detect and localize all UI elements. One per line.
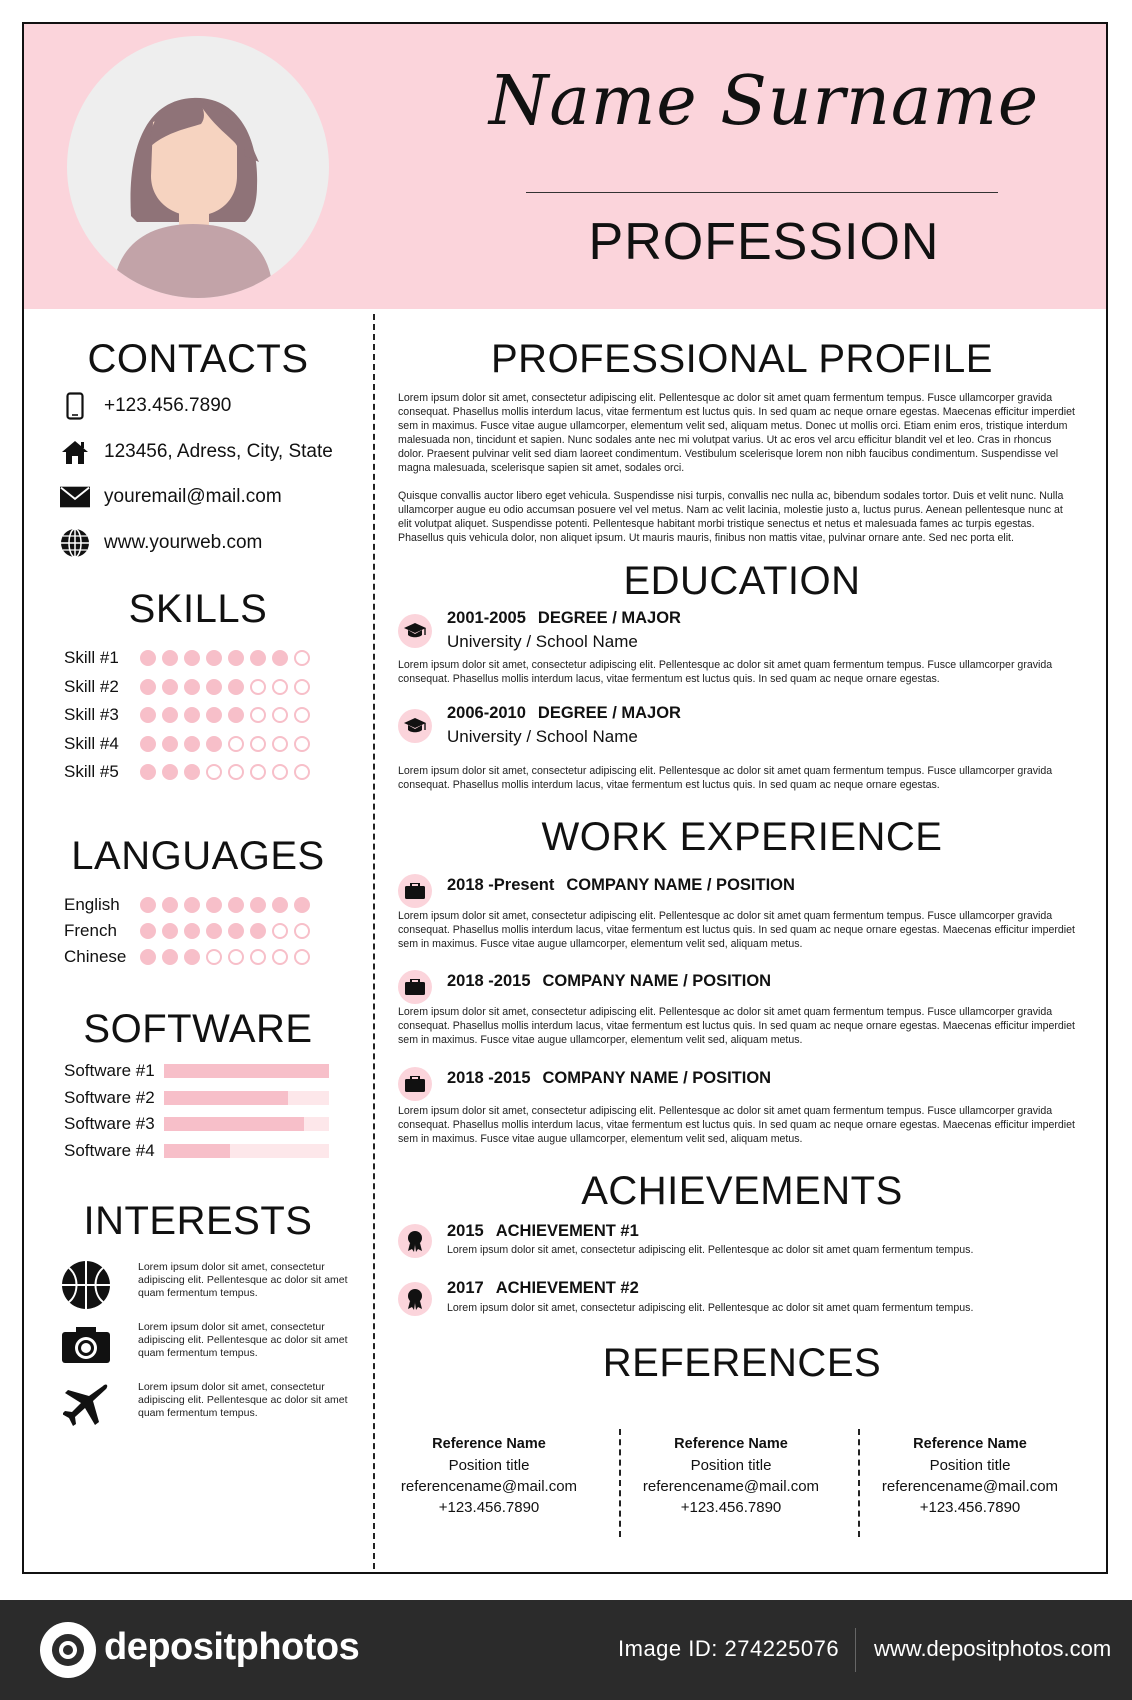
rating-dot-filled <box>140 736 156 752</box>
briefcase-icon <box>398 970 432 1004</box>
achievement-year: 2015 <box>447 1222 484 1240</box>
reference-email[interactable]: referencename@mail.com <box>400 1478 578 1495</box>
rating-dot-filled <box>272 897 288 913</box>
rating-dot-filled <box>162 897 178 913</box>
graduation-cap-icon <box>398 614 432 648</box>
software-row <box>64 1114 329 1134</box>
rating-dot-filled <box>140 764 156 780</box>
rating-dot-filled <box>294 897 310 913</box>
full-name: Name Surname <box>488 62 1040 141</box>
depositphotos-logo-text: depositphotos <box>104 1626 360 1668</box>
interest-item <box>60 1319 348 1371</box>
rating-dot-filled <box>140 923 156 939</box>
name-divider <box>526 192 998 193</box>
camera-icon <box>60 1319 112 1371</box>
work-text: Lorem ipsum dolor sit amet, consectetur adipiscing elit. Pellentesque ac dolor sit amet quam fermentum tempus. Fusce ullamcorper gravida consequat. Phasellus mollis interdum lacus, vitae fermentum est luctus quis. In sed quam ac neque ornare egestas. Maecenas efficitur imperdiet sem in maximus. Fusce vitae augue ullamcorper, elementum velit sed, aliquam metus. <box>398 1006 1075 1046</box>
watermark-footer <box>0 1600 1132 1700</box>
language-label: Chinese <box>64 947 127 966</box>
contact-web <box>60 528 262 558</box>
rating-dot-empty <box>272 923 288 939</box>
reference-email[interactable]: referencename@mail.com <box>642 1478 820 1495</box>
contact-address <box>60 437 333 467</box>
skill-row <box>64 762 310 782</box>
rating-dot-empty <box>250 764 266 780</box>
achievement-text: Lorem ipsum dolor sit amet, consectetur adipiscing elit. Pellentesque ac dolor sit amet quam fermentum tempus. <box>447 1302 974 1314</box>
language-row <box>64 895 310 915</box>
software-label: Software #2 <box>64 1087 155 1107</box>
interest-text: Lorem ipsum dolor sit amet, consectetur adipiscing elit. Pellentesque ac dolor sit amet quam fermentum tempus. <box>138 1381 348 1419</box>
work-years: 2018 -2015 <box>447 972 531 990</box>
work-years: 2018 -Present <box>447 876 555 894</box>
language-rating <box>140 897 310 913</box>
work-years: 2018 -2015 <box>447 1069 531 1087</box>
software-row <box>64 1061 329 1081</box>
reference-card <box>860 1434 1080 1518</box>
education-text: Lorem ipsum dolor sit amet, consectetur adipiscing elit. Pellentesque ac dolor sit amet quam fermentum tempus. Fusce ullamcorper gravida consequat. Phasellus mollis interdum lacus, vitae fermentum est luctus quis. In sed quam ac neque ornare egestas. <box>398 765 1053 791</box>
education-school: University / School Name <box>447 727 638 746</box>
reference-position: Position title <box>929 1457 1011 1474</box>
rating-dot-filled <box>228 897 244 913</box>
contact-email <box>60 482 282 512</box>
interest-text: Lorem ipsum dolor sit amet, consectetur adipiscing elit. Pellentesque ac dolor sit amet quam fermentum tempus. <box>138 1321 348 1359</box>
rating-dot-filled <box>140 679 156 695</box>
skill-label: Skill #5 <box>64 762 119 781</box>
rating-dot-empty <box>294 764 310 780</box>
reference-email[interactable]: referencename@mail.com <box>881 1478 1059 1495</box>
education-degree: DEGREE / MAJOR <box>537 609 681 627</box>
interest-item <box>60 1379 348 1431</box>
rating-dot-filled <box>162 923 178 939</box>
phone-icon <box>60 391 90 421</box>
achievement-name: ACHIEVEMENT #2 <box>495 1279 639 1297</box>
education-years: 2006-2010 <box>447 704 526 722</box>
rating-dot-filled <box>184 923 200 939</box>
education-years: 2001-2005 <box>447 609 526 627</box>
rating-dot-filled <box>206 897 222 913</box>
software-heading: SOFTWARE <box>83 1007 313 1051</box>
achievements-heading: ACHIEVEMENTS <box>581 1169 903 1213</box>
rating-dot-empty <box>272 949 288 965</box>
skill-label: Skill #4 <box>64 733 119 753</box>
software-bar <box>164 1064 329 1078</box>
image-id: Image ID: 274225076 <box>618 1636 840 1661</box>
skill-row <box>64 734 310 754</box>
skill-rating <box>140 679 310 695</box>
rating-dot-filled <box>162 949 178 965</box>
resume-page <box>22 22 1108 1574</box>
languages-heading: LANGUAGES <box>71 834 325 878</box>
award-icon <box>398 1224 432 1258</box>
site-link[interactable]: www.depositphotos.com <box>874 1636 1112 1661</box>
reference-position: Position title <box>690 1457 772 1474</box>
education-heading-row <box>447 609 681 628</box>
rating-dot-filled <box>206 707 222 723</box>
software-bar-fill <box>164 1117 304 1131</box>
column-divider <box>373 314 375 1569</box>
basketball-icon <box>60 1259 112 1311</box>
skill-rating <box>140 736 310 752</box>
education-degree: DEGREE / MAJOR <box>537 704 681 722</box>
resume-header <box>24 24 1106 309</box>
avatar-woman-icon <box>67 36 329 298</box>
achievement-heading-row <box>447 1222 639 1241</box>
education-heading-row <box>447 704 681 723</box>
reference-phone: +123.456.7890 <box>680 1499 782 1516</box>
education-school: University / School Name <box>447 632 638 651</box>
profession-title: PROFESSION <box>588 213 940 271</box>
rating-dot-filled <box>228 707 244 723</box>
rating-dot-empty <box>294 949 310 965</box>
rating-dot-empty <box>294 707 310 723</box>
software-label: Software #3 <box>64 1114 155 1133</box>
briefcase-icon <box>398 1067 432 1101</box>
rating-dot-filled <box>184 897 200 913</box>
rating-dot-empty <box>250 949 266 965</box>
work-heading-row <box>447 1069 771 1088</box>
language-rating <box>140 923 310 939</box>
interests-heading: INTERESTS <box>83 1199 313 1243</box>
rating-dot-empty <box>294 679 310 695</box>
work-text: Lorem ipsum dolor sit amet, consectetur adipiscing elit. Pellentesque ac dolor sit amet quam fermentum tempus. Fusce ullamcorper gravida consequat. Phasellus mollis interdum lacus, vitae fermentum est luctus quis. In sed quam ac neque ornare egestas. Maecenas efficitur imperdiet sem in maximus. Fusce vitae augue ullamcorper, elementum velit sed, aliquam metus. <box>398 1105 1075 1145</box>
reference-phone: +123.456.7890 <box>919 1499 1021 1516</box>
reference-name: Reference Name <box>913 1436 1027 1452</box>
rating-dot-filled <box>162 650 178 666</box>
interest-item <box>60 1259 348 1311</box>
rating-dot-filled <box>184 764 200 780</box>
reference-name: Reference Name <box>432 1436 546 1452</box>
work-heading: WORK EXPERIENCE <box>541 815 943 859</box>
work-position: COMPANY NAME / POSITION <box>566 876 795 894</box>
rating-dot-filled <box>184 650 200 666</box>
rating-dot-filled <box>206 679 222 695</box>
rating-dot-empty <box>206 764 222 780</box>
rating-dot-filled <box>140 707 156 723</box>
education-heading: EDUCATION <box>623 559 861 603</box>
profile-heading: PROFESSIONAL PROFILE <box>491 337 993 381</box>
rating-dot-filled <box>162 707 178 723</box>
language-label: French <box>64 921 117 940</box>
reference-name: Reference Name <box>674 1436 788 1452</box>
education-text: Lorem ipsum dolor sit amet, consectetur adipiscing elit. Pellentesque ac dolor sit amet quam fermentum tempus. Fusce ullamcorper gravida consequat. Phasellus mollis interdum lacus, vitae fermentum est luctus quis. In sed quam ac neque ornare egestas. <box>398 659 1053 685</box>
skill-row <box>64 648 310 668</box>
software-row <box>64 1141 329 1161</box>
skill-label: Skill #3 <box>64 705 119 724</box>
airplane-icon <box>60 1379 112 1431</box>
address-text: 123456, Adress, City, State <box>104 441 333 462</box>
rating-dot-filled <box>162 679 178 695</box>
skill-rating <box>140 650 310 666</box>
work-text: Lorem ipsum dolor sit amet, consectetur adipiscing elit. Pellentesque ac dolor sit amet quam fermentum tempus. Fusce ullamcorper gravida consequat. Phasellus mollis interdum lacus, vitae fermentum est luctus quis. In sed quam ac neque ornare egestas. Maecenas efficitur imperdiet sem in maximus. Fusce vitae augue ullamcorper, elementum velit sed, aliquam metus. <box>398 910 1075 950</box>
rating-dot-filled <box>184 679 200 695</box>
language-label: English <box>64 895 120 914</box>
references-heading: REFERENCES <box>602 1341 882 1385</box>
rating-dot-empty <box>228 736 244 752</box>
rating-dot-empty <box>206 949 222 965</box>
rating-dot-empty <box>272 679 288 695</box>
rating-dot-filled <box>228 650 244 666</box>
skill-rating <box>140 707 310 723</box>
rating-dot-filled <box>272 650 288 666</box>
software-bar-fill <box>164 1064 329 1078</box>
language-row <box>64 921 310 941</box>
rating-dot-filled <box>206 923 222 939</box>
rating-dot-filled <box>162 736 178 752</box>
skills-heading: SKILLS <box>128 587 268 631</box>
rating-dot-empty <box>294 736 310 752</box>
graduation-cap-icon <box>398 709 432 743</box>
software-label: Software #4 <box>64 1140 155 1160</box>
avatar <box>67 36 329 298</box>
reference-card <box>621 1434 841 1518</box>
work-heading-row <box>447 972 771 991</box>
software-bar-fill <box>164 1144 230 1158</box>
rating-dot-filled <box>206 650 222 666</box>
skill-label: Skill #2 <box>64 676 119 696</box>
rating-dot-filled <box>162 764 178 780</box>
achievement-text: Lorem ipsum dolor sit amet, consectetur adipiscing elit. Pellentesque ac dolor sit amet quam fermentum tempus. <box>447 1244 974 1256</box>
rating-dot-filled <box>184 949 200 965</box>
profile-paragraph: Quisque convallis auctor libero eget vehicula. Suspendisse nisi turpis, convallis nec nulla ac, bibendum sodales tortor. Duis et velit nunc. Nulla ullamcorper augue eu odio accumsan posuere vel vel metus. Nam ac velit lacinia, molestie justo a, luctus purus. Aenean pellentesque nunc at elit volutpat aliquet. Suspendisse potenti. Pellentesque habitant morbi tristique senectus et netus et malesuada fames ac turpis egestas. Phasellus quis vehicula dolor, non aliquet ipsum. Ut mauris mauris, finibus non mattis vitae, pulvinar ornare ante. Sed nec porta elit. <box>398 490 1064 544</box>
contact-phone <box>60 391 231 421</box>
software-bar <box>164 1144 329 1158</box>
rating-dot-filled <box>228 679 244 695</box>
work-heading-row <box>447 876 795 895</box>
software-bar-fill <box>164 1091 288 1105</box>
award-icon <box>398 1282 432 1316</box>
skill-rating <box>140 764 310 780</box>
rating-dot-empty <box>294 650 310 666</box>
footer-divider <box>855 1628 856 1672</box>
skill-row <box>64 705 310 725</box>
rating-dot-empty <box>250 736 266 752</box>
email-text[interactable]: youremail@mail.com <box>104 486 282 507</box>
software-bar <box>164 1117 329 1131</box>
language-rating <box>140 949 310 965</box>
globe-icon <box>60 528 90 558</box>
home-icon <box>60 437 90 467</box>
rating-dot-filled <box>184 707 200 723</box>
profile-paragraph: Lorem ipsum dolor sit amet, consectetur adipiscing elit. Pellentesque ac dolor sit amet quam fermentum tempus. Fusce ullamcorper gravida consequat. Phasellus mollis interdum lacus, vitae fermentum est luctus quis. In sed quam ac neque ornare egestas. Maecenas efficitur imperdiet sem in maximus. Fusce vitae augue ullamcorper, elementum velit sed, aliquam metus. Donec ut mollis orci. Etiam enim eros, tristique interdum malesuada non, tincidunt et sapien. Nunc sodales ante nec mi volutpat varius. Ut ac eros vel arcu efficitur blandit vel et leo. Cras in rhoncus dolor. Praesent pulvinar velit sed diam laoreet condimentum. Vestibulum scelerisque lorem non nibh faucibus condimentum. Suspendisse vel magna malesuada, scelerisque sapien sit amet, sodales orci. <box>398 392 1075 474</box>
skill-label: Skill #1 <box>64 648 119 667</box>
reference-phone: +123.456.7890 <box>438 1499 540 1516</box>
rating-dot-filled <box>140 897 156 913</box>
rating-dot-filled <box>184 736 200 752</box>
work-position: COMPANY NAME / POSITION <box>542 972 772 990</box>
achievement-heading-row <box>447 1279 639 1298</box>
skill-row <box>64 677 310 697</box>
rating-dot-filled <box>140 949 156 965</box>
phone-text: +123.456.7890 <box>104 395 232 416</box>
rating-dot-empty <box>250 679 266 695</box>
software-row <box>64 1088 329 1108</box>
rating-dot-filled <box>250 897 266 913</box>
rating-dot-filled <box>250 650 266 666</box>
software-bar <box>164 1091 329 1105</box>
rating-dot-empty <box>250 707 266 723</box>
rating-dot-empty <box>272 764 288 780</box>
achievement-name: ACHIEVEMENT #1 <box>495 1222 639 1240</box>
rating-dot-empty <box>228 949 244 965</box>
rating-dot-empty <box>272 707 288 723</box>
language-row <box>64 947 310 967</box>
rating-dot-empty <box>228 764 244 780</box>
achievement-year: 2017 <box>447 1279 484 1297</box>
depositphotos-logo-icon <box>40 1622 96 1678</box>
rating-dot-filled <box>228 923 244 939</box>
software-label: Software #1 <box>64 1061 155 1080</box>
rating-dot-filled <box>206 736 222 752</box>
rating-dot-filled <box>140 650 156 666</box>
work-position: COMPANY NAME / POSITION <box>542 1069 772 1087</box>
interest-text: Lorem ipsum dolor sit amet, consectetur adipiscing elit. Pellentesque ac dolor sit amet quam fermentum tempus. <box>138 1261 348 1299</box>
rating-dot-empty <box>272 736 288 752</box>
web-text[interactable]: www.yourweb.com <box>104 532 263 553</box>
mail-icon <box>60 482 90 512</box>
rating-dot-filled <box>250 923 266 939</box>
reference-card <box>379 1434 599 1518</box>
rating-dot-empty <box>294 923 310 939</box>
reference-position: Position title <box>448 1457 530 1474</box>
contacts-heading: CONTACTS <box>87 337 309 381</box>
briefcase-icon <box>398 874 432 908</box>
